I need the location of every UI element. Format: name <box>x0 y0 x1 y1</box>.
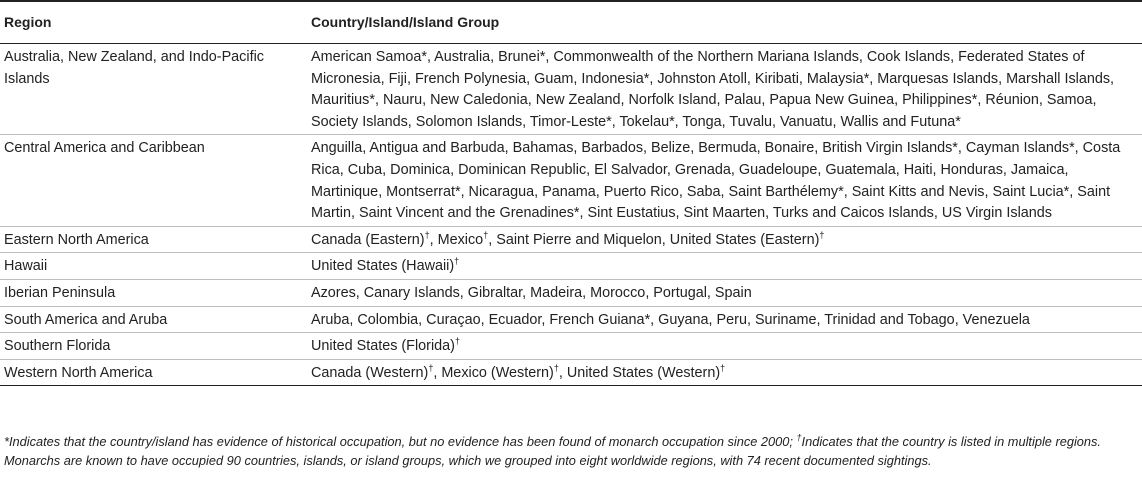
table-row <box>0 253 1142 280</box>
header-region: Region <box>4 14 52 30</box>
countries-cell: American Samoa*, Australia, Brunei*, Commonwealth of the Northern Mariana Islands, Cook Islands, Federated States of Micronesia, Fiji, French Polynesia, Guam, Indonesia*, Johnston Atoll, Kiribati, Malaysia*, Marquesas Islands, Marshall Islands, Mauritius*, Nauru, New Caledonia, New Zealand, Norfolk Island, Palau, Papua New Guinea, Philippines*, Réunion, Samoa, Society Islands, Solomon Islands, Timor-Leste*, Tokelau*, Tonga, Tuvalu, Vanuatu, Wallis and Futuna* <box>311 49 1115 130</box>
region-cell: Central America and Caribbean <box>4 140 205 157</box>
table-row <box>0 359 1142 386</box>
countries-cell: Anguilla, Antigua and Barbuda, Bahamas, Barbados, Belize, Bermuda, Bonaire, British Virgin Islands*, Cayman Islands*, Costa Rica, Cuba, Dominica, Dominican Republic, El Salvador, Grenada, Guadeloupe, Guatemala, Haiti, Honduras, Jamaica, Martinique, Montserrat*, Nicaragua, Panama, Puerto Rico, Saba, Saint Barthélemy*, Saint Kitts and Nevis, Saint Lucia*, Saint Martin, Saint Vincent and the Grenadines*, Sint Eustatius, Sint Maarten, Turks and Caicos Islands, US Virgin Islands <box>311 140 1121 222</box>
countries-cell: Aruba, Colombia, Curaçao, Ecuador, French Guiana*, Guyana, Peru, Suriname, Trinidad and Tobago, Venezuela <box>311 311 1030 328</box>
table-row <box>0 306 1142 333</box>
footnote-symbols: *Indicates that the country/island has evidence of historical occupation, but no evidence has been found of monarch occupation since 2000; †Indicates that the country is listed in multiple regions. <box>4 432 1101 449</box>
table-row <box>0 279 1142 306</box>
region-cell: Western North America <box>4 364 153 381</box>
region-cell: Australia, New Zealand, and Indo-Pacific Islands <box>4 49 264 87</box>
table-row <box>0 135 1142 226</box>
region-cell: Eastern North America <box>4 231 149 248</box>
countries-cell: United States (Florida)† <box>311 336 460 355</box>
countries-cell: Azores, Canary Islands, Gibraltar, Madeira, Morocco, Portugal, Spain <box>311 284 752 301</box>
countries-cell: United States (Hawaii)† <box>311 256 460 275</box>
region-cell: Iberian Peninsula <box>4 284 116 301</box>
table-row <box>0 226 1142 253</box>
table-footnotes <box>4 432 1140 471</box>
table-row <box>0 333 1142 360</box>
table-row <box>0 44 1142 135</box>
region-cell: Hawaii <box>4 258 48 275</box>
table-header-row <box>0 1 1142 44</box>
header-country: Country/Island/Island Group <box>311 14 500 30</box>
region-cell: Southern Florida <box>4 338 111 355</box>
footnote-summary: Monarchs are known to have occupied 90 countries, islands, or island groups, which we grouped into eight worldwide regions, with 74 recent documented sightings. <box>4 453 932 469</box>
countries-cell: Canada (Eastern)†, Mexico†, Saint Pierre and Miquelon, United States (Eastern)† <box>311 229 825 248</box>
countries-cell: Canada (Western)†, Mexico (Western)†, United States (Western)† <box>311 362 726 381</box>
region-cell: South America and Aruba <box>4 311 168 328</box>
